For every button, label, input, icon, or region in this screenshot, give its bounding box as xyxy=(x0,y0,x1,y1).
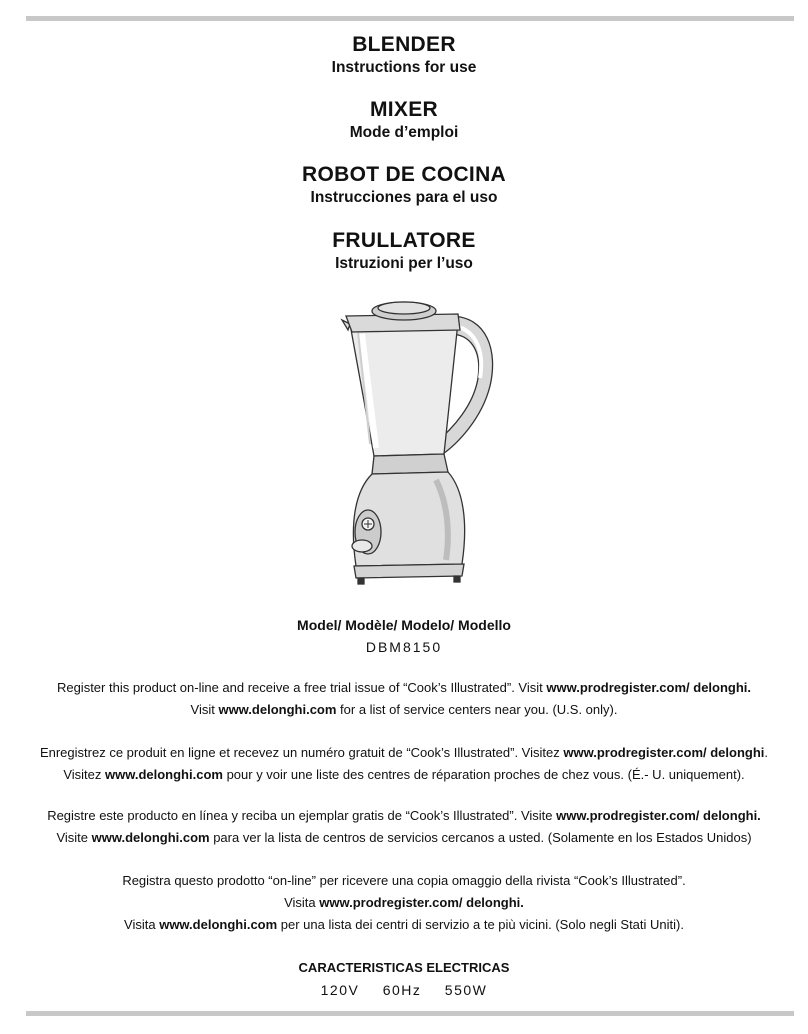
registration-en xyxy=(0,677,808,721)
title-blender: BLENDER xyxy=(352,33,456,56)
reg-fr-text-4: pour y voir une liste des centres de réparation proches de chez vous. (É.- U. uniquement). xyxy=(222,767,745,782)
reg-es-text-1: Registre este producto en línea y reciba un ejemplar gratis de “Cook’s Illustrated”. Visite xyxy=(47,808,557,823)
reg-fr-text-2: . xyxy=(764,745,769,760)
reg-en-text-1: Register this product on-line and receive a free trial issue of “Cook’s Illustrated”. Visit xyxy=(56,680,547,695)
subtitle-robot: Instrucciones para el uso xyxy=(310,189,498,206)
delonghi-link-it[interactable]: www.delonghi.com xyxy=(159,917,278,932)
registration-es xyxy=(0,805,808,849)
subtitle-mixer: Mode d’emploi xyxy=(349,124,459,141)
prodregister-link-fr[interactable]: www.prodregister.com/ delonghi xyxy=(563,745,765,760)
reg-it-text-2: Visita xyxy=(284,895,320,910)
reg-it-text-4: per una lista dei centri di servizio a te più vicini. (Solo negli Stati Uniti). xyxy=(277,917,684,932)
electrical-title: CARACTERISTICAS ELECTRICAS xyxy=(298,960,510,975)
registration-it xyxy=(0,870,808,936)
prodregister-link-it[interactable]: www.prodregister.com/ delonghi. xyxy=(319,895,524,910)
reg-it-text-1: Registra questo prodotto “on-line” per ricevere una copia omaggio della rivista “Cook’s Illustrated”. xyxy=(122,873,686,888)
model-number: DBM8150 xyxy=(365,639,443,655)
reg-en-text-2: Visit xyxy=(190,702,219,717)
title-frullatore: FRULLATORE xyxy=(332,229,476,252)
delonghi-link-en[interactable]: www.delonghi.com xyxy=(218,702,337,717)
blender-illustration xyxy=(330,294,500,590)
reg-es-text-3: para ver la lista de centros de servicios cercanos a usted. (Solamente en los Estados Unidos) xyxy=(209,830,752,845)
reg-en-text-3: for a list of service centers near you. (U.S. only). xyxy=(336,702,618,717)
delonghi-link-es[interactable]: www.delonghi.com xyxy=(91,830,210,845)
reg-fr-text-3: Visitez xyxy=(63,767,105,782)
reg-it-text-3: Visita xyxy=(124,917,160,932)
reg-fr-text-1: Enregistrez ce produit en ligne et recevez un numéro gratuit de “Cook’s Illustrated”. Visitez xyxy=(39,745,564,760)
prodregister-link-es[interactable]: www.prodregister.com/ delonghi. xyxy=(556,808,761,823)
title-mixer: MIXER xyxy=(369,98,438,121)
subtitle-blender: Instructions for use xyxy=(331,59,477,76)
title-robot: ROBOT DE COCINA xyxy=(302,163,506,186)
subtitle-frullatore: Istruzioni per l’uso xyxy=(335,255,473,272)
registration-fr xyxy=(0,742,808,786)
bottom-rule xyxy=(26,1011,794,1016)
prodregister-link-en[interactable]: www.prodregister.com/ delonghi. xyxy=(546,680,752,695)
reg-es-text-2: Visite xyxy=(56,830,92,845)
model-label: Model/ Modèle/ Modelo/ Modello xyxy=(297,617,511,633)
top-rule xyxy=(26,16,794,21)
delonghi-link-fr[interactable]: www.delonghi.com xyxy=(104,767,223,782)
electrical-values: 120V 60Hz 550W xyxy=(320,982,488,998)
